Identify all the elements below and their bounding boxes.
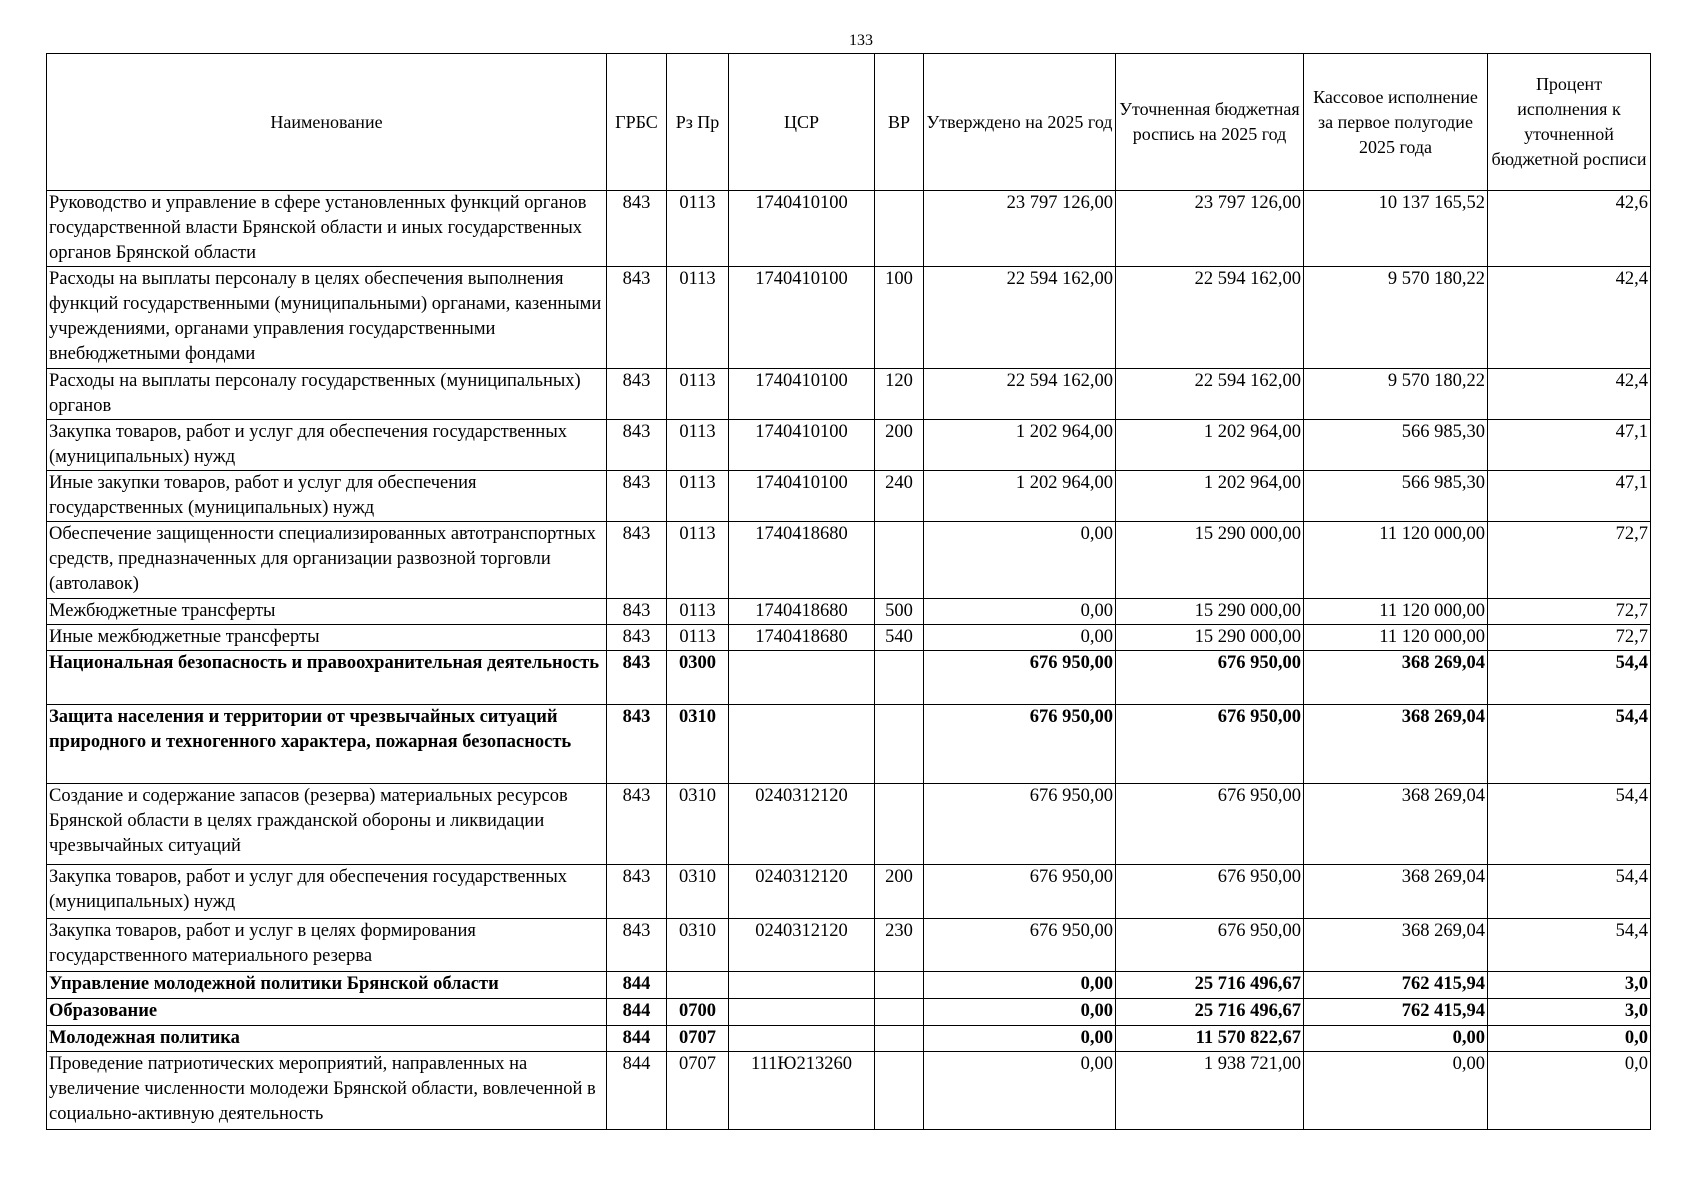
cell-percent: 3,0 <box>1488 999 1651 1026</box>
cell-name: Закупка товаров, работ и услуг для обеспечения государственных (муниципальных) нужд <box>47 420 607 471</box>
cell-grbs: 843 <box>607 471 667 522</box>
cell-csr <box>729 705 875 784</box>
cell-name: Закупка товаров, работ и услуг в целях формирования государственного материального резерва <box>47 919 607 972</box>
table-row <box>47 522 1651 599</box>
header-row <box>47 54 1651 191</box>
cell-percent: 42,4 <box>1488 267 1651 369</box>
cell-rzpr: 0310 <box>667 919 729 972</box>
cell-cash: 566 985,30 <box>1304 471 1488 522</box>
cell-rzpr: 0300 <box>667 651 729 705</box>
cell-cash: 11 120 000,00 <box>1304 625 1488 651</box>
cell-name: Расходы на выплаты персоналу в целях обеспечения выполнения функций государственными (муниципальными) органами, казенными учреждениями, органами управления государственными внебюджетными фондами <box>47 267 607 369</box>
cell-rzpr: 0113 <box>667 267 729 369</box>
cell-vr: 230 <box>875 919 924 972</box>
table-row <box>47 267 1651 369</box>
cell-rzpr: 0310 <box>667 865 729 919</box>
cell-csr <box>729 1026 875 1052</box>
cell-approved: 0,00 <box>924 625 1116 651</box>
cell-refined: 676 950,00 <box>1116 705 1304 784</box>
cell-refined: 676 950,00 <box>1116 919 1304 972</box>
cell-approved: 0,00 <box>924 999 1116 1026</box>
table-row <box>47 191 1651 267</box>
cell-refined: 676 950,00 <box>1116 865 1304 919</box>
table-row <box>47 1026 1651 1052</box>
cell-vr: 500 <box>875 599 924 625</box>
cell-csr <box>729 651 875 705</box>
cell-percent: 0,0 <box>1488 1052 1651 1130</box>
cell-vr <box>875 784 924 865</box>
header-grbs: ГРБС <box>607 54 667 191</box>
cell-name: Закупка товаров, работ и услуг для обеспечения государственных (муниципальных) нужд <box>47 865 607 919</box>
cell-grbs: 843 <box>607 784 667 865</box>
cell-csr: 1740410100 <box>729 420 875 471</box>
cell-cash: 566 985,30 <box>1304 420 1488 471</box>
cell-refined: 15 290 000,00 <box>1116 599 1304 625</box>
cell-refined: 15 290 000,00 <box>1116 522 1304 599</box>
cell-refined: 1 202 964,00 <box>1116 471 1304 522</box>
cell-refined: 1 938 721,00 <box>1116 1052 1304 1130</box>
cell-name: Молодежная политика <box>47 1026 607 1052</box>
cell-rzpr: 0113 <box>667 625 729 651</box>
cell-approved: 1 202 964,00 <box>924 420 1116 471</box>
cell-refined: 676 950,00 <box>1116 784 1304 865</box>
table-row <box>47 625 1651 651</box>
cell-vr: 100 <box>875 267 924 369</box>
cell-grbs: 843 <box>607 705 667 784</box>
header-csr: ЦСР <box>729 54 875 191</box>
cell-cash: 0,00 <box>1304 1052 1488 1130</box>
cell-refined: 1 202 964,00 <box>1116 420 1304 471</box>
cell-grbs: 843 <box>607 625 667 651</box>
cell-cash: 368 269,04 <box>1304 919 1488 972</box>
cell-cash: 368 269,04 <box>1304 784 1488 865</box>
header-percent: Процент исполнения к уточненной бюджетной росписи <box>1488 54 1651 191</box>
cell-name: Проведение патриотических мероприятий, направленных на увеличение численности молодежи Брянской области, вовлеченной в социально-активную деятельность <box>47 1052 607 1130</box>
table-row <box>47 651 1651 705</box>
cell-percent: 54,4 <box>1488 651 1651 705</box>
cell-cash: 0,00 <box>1304 1026 1488 1052</box>
cell-grbs: 844 <box>607 1052 667 1130</box>
cell-refined: 25 716 496,67 <box>1116 999 1304 1026</box>
cell-csr: 0240312120 <box>729 919 875 972</box>
cell-csr: 1740410100 <box>729 471 875 522</box>
cell-cash: 9 570 180,22 <box>1304 369 1488 420</box>
cell-refined: 11 570 822,67 <box>1116 1026 1304 1052</box>
page-number: 133 <box>849 32 873 49</box>
cell-name: Обеспечение защищенности специализированных автотранспортных средств, предназначенных для организации развозной торговли (автолавок) <box>47 522 607 599</box>
cell-name: Национальная безопасность и правоохранительная деятельность <box>47 651 607 705</box>
cell-approved: 22 594 162,00 <box>924 369 1116 420</box>
cell-vr <box>875 651 924 705</box>
cell-csr: 1740418680 <box>729 625 875 651</box>
cell-percent: 42,4 <box>1488 369 1651 420</box>
header-rzpr: Рз Пр <box>667 54 729 191</box>
cell-rzpr: 0113 <box>667 191 729 267</box>
cell-grbs: 844 <box>607 972 667 999</box>
cell-approved: 0,00 <box>924 972 1116 999</box>
cell-name: Образование <box>47 999 607 1026</box>
table-row <box>47 999 1651 1026</box>
cell-name: Расходы на выплаты персоналу государственных (муниципальных) органов <box>47 369 607 420</box>
cell-name: Иные межбюджетные трансферты <box>47 625 607 651</box>
cell-approved: 22 594 162,00 <box>924 267 1116 369</box>
cell-refined: 22 594 162,00 <box>1116 369 1304 420</box>
table-row <box>47 705 1651 784</box>
cell-percent: 42,6 <box>1488 191 1651 267</box>
cell-csr: 1740418680 <box>729 522 875 599</box>
cell-cash: 368 269,04 <box>1304 651 1488 705</box>
table-row <box>47 972 1651 999</box>
cell-percent: 72,7 <box>1488 599 1651 625</box>
cell-rzpr <box>667 972 729 999</box>
cell-percent: 72,7 <box>1488 522 1651 599</box>
cell-csr: 1740410100 <box>729 369 875 420</box>
cell-percent: 72,7 <box>1488 625 1651 651</box>
cell-approved: 0,00 <box>924 1026 1116 1052</box>
cell-vr <box>875 191 924 267</box>
table-row <box>47 471 1651 522</box>
cell-vr <box>875 972 924 999</box>
cell-percent: 47,1 <box>1488 471 1651 522</box>
cell-rzpr: 0113 <box>667 420 729 471</box>
cell-cash: 10 137 165,52 <box>1304 191 1488 267</box>
cell-cash: 11 120 000,00 <box>1304 522 1488 599</box>
cell-approved: 676 950,00 <box>924 919 1116 972</box>
header-approved: Утверждено на 2025 год <box>924 54 1116 191</box>
cell-rzpr: 0113 <box>667 599 729 625</box>
cell-grbs: 843 <box>607 369 667 420</box>
cell-percent: 54,4 <box>1488 784 1651 865</box>
table-row <box>47 784 1651 865</box>
budget-table <box>46 53 1651 1130</box>
cell-cash: 9 570 180,22 <box>1304 267 1488 369</box>
cell-refined: 15 290 000,00 <box>1116 625 1304 651</box>
table-row <box>47 919 1651 972</box>
table-row <box>47 865 1651 919</box>
cell-grbs: 843 <box>607 919 667 972</box>
cell-cash: 368 269,04 <box>1304 865 1488 919</box>
table-row <box>47 369 1651 420</box>
header-refined: Уточненная бюджетная роспись на 2025 год <box>1116 54 1304 191</box>
cell-rzpr: 0707 <box>667 1052 729 1130</box>
cell-approved: 676 950,00 <box>924 865 1116 919</box>
cell-approved: 0,00 <box>924 599 1116 625</box>
cell-percent: 47,1 <box>1488 420 1651 471</box>
cell-csr: 0240312120 <box>729 865 875 919</box>
table-row <box>47 420 1651 471</box>
cell-csr: 0240312120 <box>729 784 875 865</box>
cell-grbs: 844 <box>607 999 667 1026</box>
cell-csr: 1740410100 <box>729 191 875 267</box>
cell-csr: 1740410100 <box>729 267 875 369</box>
cell-rzpr: 0310 <box>667 705 729 784</box>
cell-approved: 676 950,00 <box>924 784 1116 865</box>
cell-rzpr: 0113 <box>667 369 729 420</box>
cell-refined: 22 594 162,00 <box>1116 267 1304 369</box>
cell-approved: 0,00 <box>924 522 1116 599</box>
cell-vr: 540 <box>875 625 924 651</box>
cell-grbs: 843 <box>607 420 667 471</box>
header-name: Наименование <box>47 54 607 191</box>
cell-vr: 240 <box>875 471 924 522</box>
cell-percent: 3,0 <box>1488 972 1651 999</box>
header-cash: Кассовое исполнение за первое полугодие 2025 года <box>1304 54 1488 191</box>
cell-name: Межбюджетные трансферты <box>47 599 607 625</box>
cell-grbs: 843 <box>607 599 667 625</box>
cell-approved: 676 950,00 <box>924 705 1116 784</box>
cell-cash: 762 415,94 <box>1304 972 1488 999</box>
cell-name: Управление молодежной политики Брянской области <box>47 972 607 999</box>
cell-percent: 0,0 <box>1488 1026 1651 1052</box>
cell-percent: 54,4 <box>1488 865 1651 919</box>
cell-refined: 23 797 126,00 <box>1116 191 1304 267</box>
cell-vr: 120 <box>875 369 924 420</box>
cell-approved: 1 202 964,00 <box>924 471 1116 522</box>
cell-name: Защита населения и территории от чрезвычайных ситуаций природного и техногенного характера, пожарная безопасность <box>47 705 607 784</box>
cell-vr <box>875 1052 924 1130</box>
cell-vr <box>875 705 924 784</box>
cell-csr <box>729 972 875 999</box>
cell-percent: 54,4 <box>1488 705 1651 784</box>
cell-rzpr: 0113 <box>667 471 729 522</box>
cell-cash: 11 120 000,00 <box>1304 599 1488 625</box>
cell-rzpr: 0310 <box>667 784 729 865</box>
cell-grbs: 843 <box>607 267 667 369</box>
cell-refined: 676 950,00 <box>1116 651 1304 705</box>
cell-rzpr: 0113 <box>667 522 729 599</box>
cell-name: Руководство и управление в сфере установленных функций органов государственной власти Брянской области и иных государственных органов Брянской области <box>47 191 607 267</box>
cell-vr: 200 <box>875 420 924 471</box>
cell-rzpr: 0707 <box>667 1026 729 1052</box>
cell-csr: 1740418680 <box>729 599 875 625</box>
cell-vr <box>875 999 924 1026</box>
cell-refined: 25 716 496,67 <box>1116 972 1304 999</box>
cell-cash: 762 415,94 <box>1304 999 1488 1026</box>
table-body <box>47 191 1651 1130</box>
cell-grbs: 843 <box>607 191 667 267</box>
cell-cash: 368 269,04 <box>1304 705 1488 784</box>
cell-name: Иные закупки товаров, работ и услуг для обеспечения государственных (муниципальных) нужд <box>47 471 607 522</box>
table-row <box>47 599 1651 625</box>
table-row <box>47 1052 1651 1130</box>
cell-approved: 23 797 126,00 <box>924 191 1116 267</box>
cell-grbs: 843 <box>607 522 667 599</box>
cell-approved: 676 950,00 <box>924 651 1116 705</box>
header-vr: ВР <box>875 54 924 191</box>
cell-vr <box>875 1026 924 1052</box>
cell-vr <box>875 522 924 599</box>
cell-csr <box>729 999 875 1026</box>
cell-grbs: 843 <box>607 651 667 705</box>
cell-rzpr: 0700 <box>667 999 729 1026</box>
cell-grbs: 843 <box>607 865 667 919</box>
cell-csr: 111Ю213260 <box>729 1052 875 1130</box>
cell-percent: 54,4 <box>1488 919 1651 972</box>
cell-grbs: 844 <box>607 1026 667 1052</box>
cell-vr: 200 <box>875 865 924 919</box>
cell-name: Создание и содержание запасов (резерва) материальных ресурсов Брянской области в целях гражданской обороны и ликвидации чрезвычайных ситуаций <box>47 784 607 865</box>
cell-approved: 0,00 <box>924 1052 1116 1130</box>
